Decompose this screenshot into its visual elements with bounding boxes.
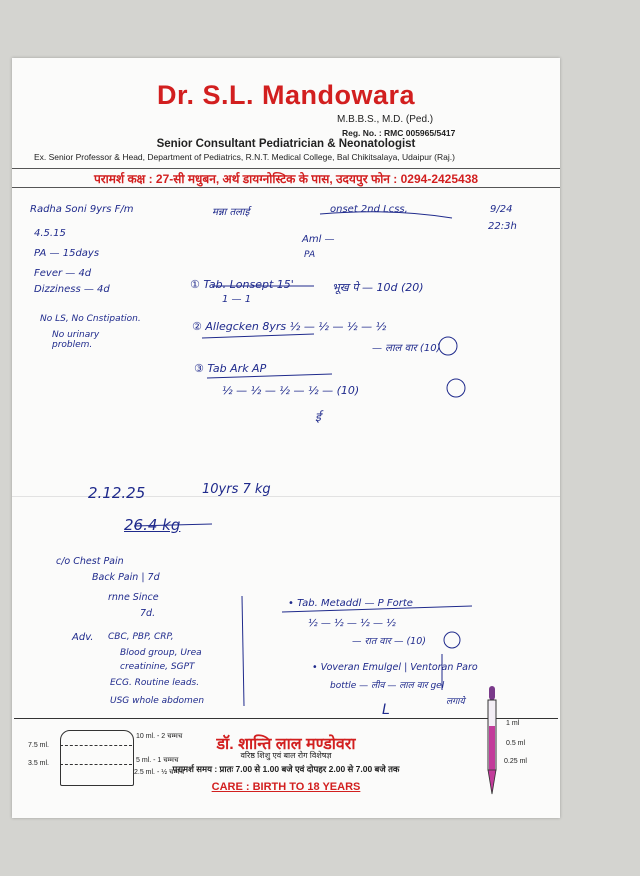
doctor-title: Senior Consultant Pediatrician & Neonatologist (156, 138, 416, 150)
dropper-0-25ml: 0.25 ml (504, 758, 527, 765)
consultation-hours: परामर्श समय : प्रातः 7.00 से 1.00 बजे एवं दोपहर 2.00 से 7.00 बजे तक (172, 764, 400, 774)
complaint-4: 7d. (140, 608, 156, 619)
rx-1-duration: भूख पे — 10d (20) (332, 281, 424, 294)
advice-1: CBC, PBP, CRP, (108, 632, 174, 642)
ex-professor-line: Ex. Senior Professor & Head, Department of Pediatrics, R.N.T. Medical College, Bal Chikitsalaya, Udaipur (Raj.) (34, 152, 455, 162)
registration-number: Reg. No. : RMC 005965/5417 (342, 128, 456, 138)
pa-note: PA — 15days (34, 248, 100, 259)
beaker-label-3-5: 3.5 ml. (28, 760, 50, 767)
date-top: 9/24 (490, 204, 513, 215)
rx-5: • Voveran Emulgel | Ventoran Paro (312, 662, 478, 673)
measure-10ml: 10 ml. - 2 चम्मच (136, 733, 183, 740)
rx-4: • Tab. Metaddl — P Forte (288, 598, 413, 609)
beaker-label-7-5: 7.5 ml. (28, 742, 50, 749)
doctor-name-hindi: डॉ. शान्ति लाल मण्डोवरा (216, 736, 356, 753)
onset-note: onset 2nd Lcss, (330, 204, 408, 215)
weight-new: 26.4 kg (124, 516, 181, 534)
ink-strokes (12, 58, 560, 758)
rx-3-end: ई (315, 410, 321, 424)
no-urinary-note: No urinary problem. (52, 330, 100, 350)
doctor-name: Dr. S.L. Mandowara (156, 80, 416, 110)
advice-3: creatinine, SGPT (120, 662, 195, 672)
no-ls-note: No LS, No Cnstipation. (40, 314, 141, 324)
aml-note: Aml — (302, 234, 335, 245)
dropper-1ml: 1 ml (506, 720, 520, 727)
rx-3-dose: ½ — ½ — ½ — ½ — (10) (222, 384, 360, 397)
dropper-0-5ml: 0.5 ml (506, 740, 526, 747)
advice-4: ECG. Routine leads. (110, 678, 200, 688)
measure-2-5ml: 2.5 ml. - ½ चम्मच (134, 769, 185, 776)
care-tagline: CARE : BIRTH TO 18 YEARS (211, 781, 361, 793)
measure-5ml: 5 ml. - 1 चम्मच (136, 757, 179, 764)
dizziness-note: Dizziness — 4d (34, 284, 110, 295)
doctor-degrees: M.B.B.S., M.D. (Ped.) (337, 114, 434, 125)
complaint-2: Back Pain | 7d (92, 572, 160, 583)
rx-2-dose: — लाल वार (10) (372, 343, 441, 354)
advice-5: USG whole abdomen (110, 696, 205, 706)
advice-label: Adv. (72, 632, 94, 643)
fever-note: Fever — 4d (34, 268, 92, 279)
advice-2: Blood group, Urea (120, 648, 202, 658)
patient-locality: मन्ना तलाई (212, 207, 250, 218)
pa-short: PA (304, 250, 316, 260)
rx-5-dose: bottle — लीव — लाल वार gel (330, 681, 445, 691)
rx-1-dose: 1 — 1 (222, 294, 252, 305)
rx-4-dose: ½ — ½ — ½ — ½ (308, 618, 396, 629)
complaint-1: c/o Chest Pain (56, 556, 124, 567)
prescription-paper (12, 58, 560, 818)
rx-1: ① Tab. Lonsept 15' (190, 278, 294, 291)
weight-old: 10yrs 7 kg (202, 482, 271, 497)
visit-date: 4.5.15 (34, 228, 66, 239)
specialty-hindi: वरिष्ठ शिशु एवं बाल रोग विशेषज्ञ (240, 751, 332, 760)
rx-4-duration: — रात वार — (10) (352, 636, 426, 647)
time-top: 22:3h (488, 221, 517, 232)
dropper-icon (486, 686, 498, 798)
patient-name: Radha Soni 9yrs F/m (30, 204, 134, 215)
doctor-initial: L (382, 702, 390, 718)
rx-3: ③ Tab Ark AP (194, 362, 267, 375)
rx-2: ② Allegcken 8yrs ½ — ½ — ½ — ½ (192, 320, 387, 333)
footer-rule (14, 718, 558, 719)
visit-date-2: 2.12.25 (88, 484, 146, 502)
complaint-3: rnne Since (108, 592, 159, 603)
clinic-address: परामर्श कक्ष : 27-सी मधुबन, अर्थ डायग्नोस्टिक के पास, उदयपुर फोन : 0294-2425438 (93, 172, 479, 186)
rx-5-apply: लगाये (446, 697, 465, 707)
